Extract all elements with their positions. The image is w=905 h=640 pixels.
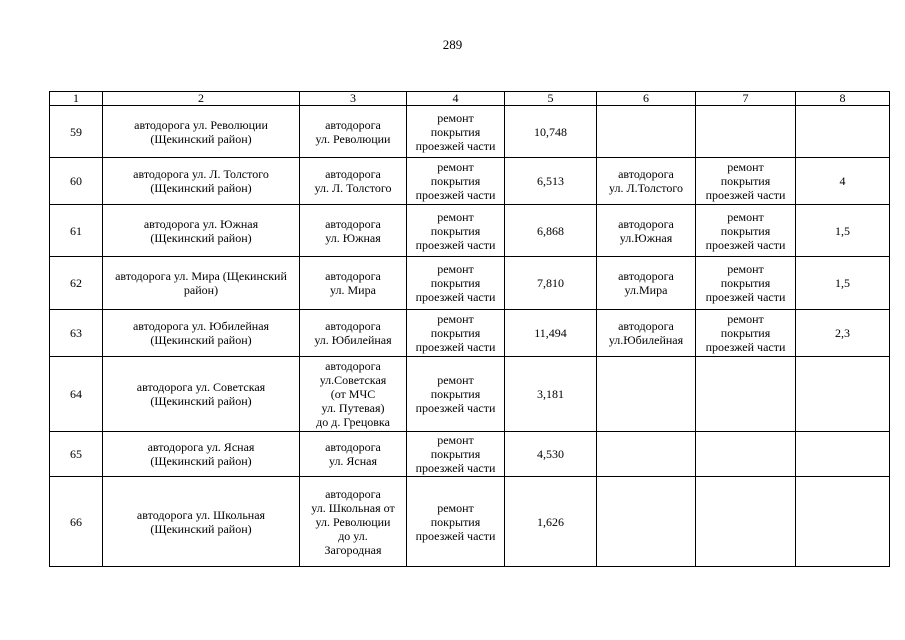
cell-text-line: ул. Ясная (328, 454, 378, 468)
cell-text-line: автодорога (618, 269, 674, 283)
cell-text-line: ремонт (437, 500, 474, 515)
cell-text-line: покрытия (430, 326, 481, 340)
road-name-cell (103, 158, 300, 205)
value-cell (505, 310, 597, 357)
table-row (50, 432, 890, 477)
cell-text-line: (Щекинский район) (150, 454, 252, 468)
work-type-2-cell (696, 477, 796, 567)
cell-text: 2,3 (835, 326, 850, 340)
cell-text-line: автодорога (325, 167, 381, 181)
road-object-cell (300, 477, 407, 567)
cell-text-line: проезжей части (415, 461, 496, 475)
cell-text-line: ремонт (437, 262, 474, 276)
work-type-cell (407, 477, 505, 567)
work-type-2-cell (696, 257, 796, 310)
cell-text-line: ул. Южная (325, 230, 381, 245)
row-number-cell (50, 357, 103, 432)
page-number: 289 (442, 37, 463, 52)
column-header-3: 3 (300, 92, 407, 106)
value-2-cell (796, 158, 890, 205)
table-row (50, 357, 890, 432)
table-row (50, 310, 890, 357)
road-name-cell (103, 106, 300, 158)
cell-text-line: ул.Мира (624, 283, 668, 297)
cell-text-line: покрытия (720, 276, 771, 290)
cell-text: 10,748 (534, 124, 567, 139)
cell-text-line: ремонт (437, 312, 474, 326)
cell-text: 6,868 (537, 223, 564, 238)
cell-text-line: автодорога (325, 359, 381, 373)
value-cell (505, 357, 597, 432)
work-type-2-cell (696, 205, 796, 257)
cell-text-line: ремонт (437, 160, 474, 174)
cell-text-line: покрытия (430, 514, 481, 529)
road-repair-table (49, 91, 890, 567)
road-name-cell (103, 357, 300, 432)
road-object-2-cell (597, 432, 696, 477)
cell-text-line: покрытия (720, 174, 771, 188)
cell-text: 3,181 (537, 387, 564, 401)
value-2-cell (796, 257, 890, 310)
value-cell (505, 106, 597, 158)
cell-text-line: автодорога ул. Ясная (147, 440, 255, 454)
cell-text: 66 (70, 514, 82, 529)
value-2-cell (796, 477, 890, 567)
cell-text-line: ремонт (437, 110, 474, 125)
cell-text-line: ремонт (437, 433, 474, 447)
cell-text-line: ул. Мира (330, 283, 376, 297)
road-object-2-cell (597, 158, 696, 205)
row-number-cell (50, 158, 103, 205)
road-object-2-cell (597, 477, 696, 567)
cell-text-line: автодорога (618, 319, 674, 333)
work-type-2-cell (696, 158, 796, 205)
road-object-2-cell (597, 357, 696, 432)
cell-text-line: покрытия (430, 124, 481, 139)
cell-text: 1,626 (537, 514, 564, 529)
road-object-cell (300, 257, 407, 310)
row-number-cell (50, 205, 103, 257)
cell-text-line: проезжей части (415, 188, 496, 202)
cell-text-line: покрытия (720, 223, 771, 238)
cell-text-line: ул. Школьная от (311, 500, 395, 515)
road-name-cell (103, 432, 300, 477)
cell-text-line: покрытия (430, 174, 481, 188)
value-cell (505, 432, 597, 477)
road-object-cell (300, 205, 407, 257)
value-cell (505, 257, 597, 310)
cell-text-line: автодорога ул. Школьная (136, 507, 266, 522)
cell-text-line: покрытия (430, 223, 481, 238)
cell-text-line: ул.Юбилейная (608, 333, 684, 347)
road-name-cell (103, 310, 300, 357)
value-cell (505, 158, 597, 205)
cell-text: 64 (70, 387, 82, 401)
cell-text-line: ул. Революции (315, 514, 391, 529)
cell-text-line: автодорога ул. Юбилейная (132, 319, 270, 333)
cell-text: 65 (70, 447, 82, 461)
column-number-header-row (50, 92, 890, 106)
road-object-cell (300, 432, 407, 477)
road-object-2-cell (597, 310, 696, 357)
work-type-cell (407, 432, 505, 477)
cell-text-line: проезжей части (415, 138, 496, 153)
cell-text-line: ул. Юбилейная (314, 333, 392, 347)
value-2-cell (796, 310, 890, 357)
value-2-cell (796, 432, 890, 477)
cell-text-line: автодорога (325, 269, 381, 283)
work-type-2-cell (696, 310, 796, 357)
cell-text-line: проезжей части (415, 237, 496, 252)
column-header-7: 7 (696, 92, 796, 106)
table-row (50, 257, 890, 310)
cell-text: 4 (839, 174, 846, 188)
cell-text-line: (от МЧС (330, 387, 376, 401)
table-row (50, 477, 890, 567)
work-type-cell (407, 310, 505, 357)
road-name-cell (103, 477, 300, 567)
cell-text-line: автодорога (325, 117, 381, 132)
cell-text-line: ул. Революции (315, 131, 391, 146)
cell-text: 11,494 (534, 326, 567, 340)
cell-text-line: проезжей части (705, 188, 786, 202)
work-type-cell (407, 357, 505, 432)
cell-text-line: (Щекинский район) (150, 333, 252, 347)
row-number-cell (50, 432, 103, 477)
column-header-1: 1 (50, 92, 103, 106)
cell-text: 1,5 (835, 223, 850, 238)
cell-text: 7,810 (537, 276, 564, 290)
cell-text-line: (Щекинский район) (150, 181, 252, 195)
column-header-5: 5 (505, 92, 597, 106)
cell-text-line: автодорога (325, 319, 381, 333)
table-row (50, 158, 890, 205)
cell-text-line: проезжей части (705, 237, 786, 252)
cell-text-line: проезжей части (415, 290, 496, 304)
cell-text-line: автодорога (325, 216, 381, 231)
cell-text: 63 (70, 326, 82, 340)
road-object-cell (300, 158, 407, 205)
cell-text-line: проезжей части (415, 340, 496, 354)
cell-text: 61 (70, 223, 82, 238)
cell-text-line: ул. Л.Толстого (609, 181, 683, 195)
road-object-2-cell (597, 205, 696, 257)
cell-text: 1,5 (835, 276, 850, 290)
cell-text-line: покрытия (720, 326, 771, 340)
cell-text-line: автодорога ул. Л. Толстого (133, 167, 269, 181)
work-type-cell (407, 106, 505, 158)
column-header-4: 4 (407, 92, 505, 106)
column-header-6: 6 (597, 92, 696, 106)
table-body (50, 92, 890, 567)
value-2-cell (796, 357, 890, 432)
cell-text-line: ул.Южная (619, 230, 673, 245)
cell-text-line: ремонт (727, 312, 764, 326)
work-type-2-cell (696, 357, 796, 432)
value-cell (505, 205, 597, 257)
row-number-cell (50, 477, 103, 567)
cell-text-line: до ул. (338, 528, 368, 543)
cell-text-line: автодорога ул. Революции (134, 117, 268, 132)
cell-text-line: автодорога (325, 486, 381, 501)
cell-text-line: ремонт (727, 262, 764, 276)
cell-text-line: автодорога (325, 440, 381, 454)
cell-text-line: ремонт (727, 209, 764, 224)
road-object-cell (300, 106, 407, 158)
cell-text-line: автодорога (618, 216, 674, 231)
cell-text-line: покрытия (430, 447, 481, 461)
road-name-cell (103, 257, 300, 310)
cell-text-line: (Щекинский район) (150, 521, 252, 536)
cell-text-line: ул.Советская (319, 373, 387, 387)
value-2-cell (796, 106, 890, 158)
cell-text-line: ул. Путевая) (321, 401, 385, 415)
cell-text-line: ремонт (727, 160, 764, 174)
cell-text-line: (Щекинский район) (150, 394, 252, 408)
cell-text-line: автодорога (618, 167, 674, 181)
work-type-cell (407, 158, 505, 205)
work-type-cell (407, 257, 505, 310)
road-name-cell (103, 205, 300, 257)
cell-text-line: проезжей части (415, 528, 496, 543)
cell-text-line: автодорога ул. Советская (136, 380, 266, 394)
cell-text-line: проезжей части (415, 401, 496, 415)
work-type-2-cell (696, 106, 796, 158)
column-header-2: 2 (103, 92, 300, 106)
cell-text-line: проезжей части (705, 290, 786, 304)
row-number-cell (50, 310, 103, 357)
value-cell (505, 477, 597, 567)
cell-text-line: ул. Л. Толстого (314, 181, 392, 195)
cell-text: 6,513 (537, 174, 564, 188)
table-row (50, 106, 890, 158)
cell-text-line: проезжей части (705, 340, 786, 354)
cell-text-line: ремонт (437, 209, 474, 224)
value-2-cell (796, 205, 890, 257)
cell-text-line: покрытия (430, 387, 481, 401)
cell-text: 60 (70, 174, 82, 188)
road-object-cell (300, 357, 407, 432)
cell-text-line: ремонт (437, 373, 474, 387)
road-object-2-cell (597, 106, 696, 158)
cell-text: 4,530 (537, 447, 564, 461)
cell-text-line: до д. Грецовка (316, 415, 390, 429)
road-object-2-cell (597, 257, 696, 310)
work-type-cell (407, 205, 505, 257)
cell-text: 62 (70, 276, 82, 290)
cell-text: 59 (70, 124, 82, 139)
row-number-cell (50, 106, 103, 158)
road-object-cell (300, 310, 407, 357)
table-row (50, 205, 890, 257)
cell-text-line: район) (183, 283, 219, 297)
cell-text-line: покрытия (430, 276, 481, 290)
cell-text-line: (Щекинский район) (150, 131, 252, 146)
cell-text-line: Загородная (324, 542, 382, 557)
cell-text-line: (Щекинский район) (150, 230, 252, 245)
row-number-cell (50, 257, 103, 310)
work-type-2-cell (696, 432, 796, 477)
column-header-8: 8 (796, 92, 890, 106)
cell-text-line: автодорога ул. Южная (143, 216, 259, 231)
cell-text-line: автодорога ул. Мира (Щекинский (115, 269, 287, 283)
